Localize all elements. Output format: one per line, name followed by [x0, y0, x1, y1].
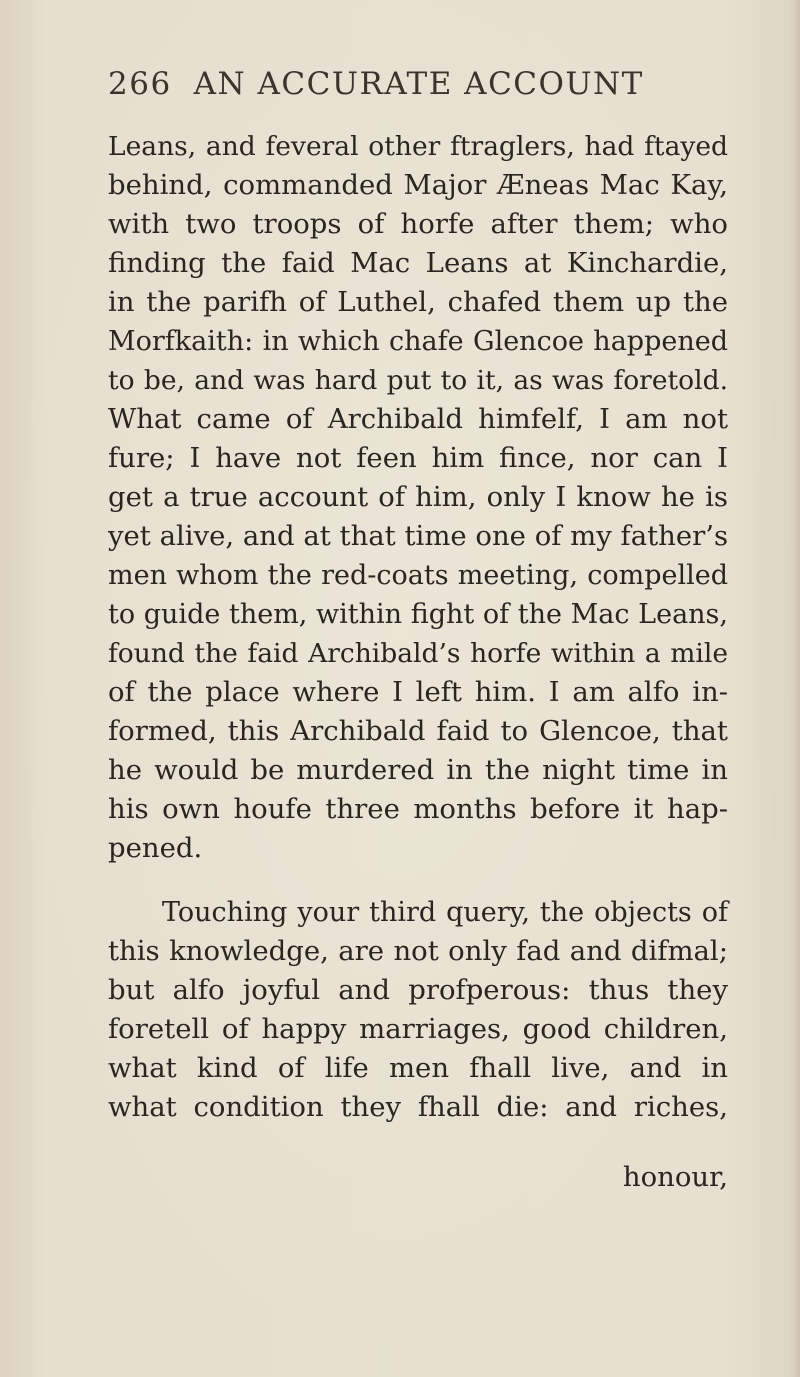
text-line: get a true account of him, only I know he is — [108, 481, 728, 513]
text-line: Touching your third query, the objects of — [162, 897, 728, 928]
text-line: this knowledge, are not only fad and difmal; — [108, 935, 728, 967]
text-line: men whom the red-coats meeting, compelled — [108, 560, 728, 591]
text-line: What came of Archibald himfelf, I am not — [108, 403, 728, 435]
text-line: formed, this Archibald faid to Glencoe, that — [108, 715, 728, 747]
text-line: pened. — [108, 832, 203, 864]
text-line: behind, commanded Major Æneas Mac Kay, — [108, 169, 728, 201]
text-line: fure; I have not feen him fince, nor can I — [108, 442, 728, 474]
text-line: Morfkaith: in which chafe Glencoe happened — [108, 326, 728, 357]
text-line: to be, and was hard put to it, as was foretold. — [108, 365, 728, 396]
page-number: 266 — [108, 66, 172, 102]
text-line: foretell of happy marriages, good children, — [108, 1013, 728, 1045]
text-line: in the parifh of Luthel, chafed them up the — [108, 286, 728, 318]
text-line: of the place where I left him. I am alfo in- — [108, 676, 728, 708]
text-line: finding the faid Mac Leans at Kinchardie, — [108, 247, 728, 279]
running-title: AN ACCURATE ACCOUNT — [193, 66, 644, 102]
text-line: what kind of life men fhall live, and in — [108, 1052, 728, 1084]
text-line: what condition they fhall die: and riches, — [108, 1091, 728, 1123]
text-line: with two troops of horfe after them; who — [108, 208, 728, 240]
text-line: Leans, and feveral other ftraglers, had ftayed — [108, 131, 728, 162]
running-header — [108, 66, 728, 106]
text-line: but alfo joyful and profperous: thus they — [108, 974, 728, 1006]
text-line: found the faid Archibald’s horfe within a mile — [108, 638, 728, 669]
paragraph-1 — [108, 127, 728, 868]
text-line: yet alive, and at that time one of my father’s — [108, 520, 729, 552]
page-edge-shadow — [790, 0, 800, 1377]
text-line: he would be murdered in the night time in — [108, 754, 728, 786]
text-line: to guide them, within fight of the Mac Leans, — [108, 599, 728, 630]
text-line: his own houfe three months before it hap- — [108, 793, 728, 825]
catchword: honour, — [622, 1161, 728, 1193]
paragraph-2 — [108, 893, 728, 1127]
